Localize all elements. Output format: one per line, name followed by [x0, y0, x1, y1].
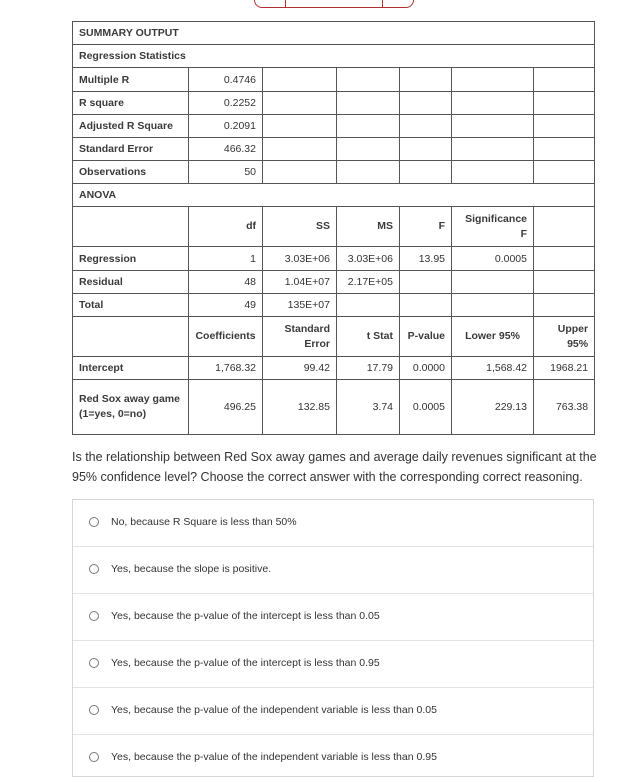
radio-button[interactable]: [89, 658, 99, 668]
header-ms: MS: [337, 207, 400, 247]
answer-option[interactable]: [73, 641, 593, 688]
coef-t-stat: 17.79: [337, 357, 400, 380]
option-label: Yes, because the slope is positive.: [111, 563, 272, 575]
stat-label: R square: [73, 92, 189, 115]
table-row: [73, 294, 595, 317]
summary-title-row: [73, 22, 595, 45]
table-row: [73, 380, 595, 435]
coef-t-stat: 3.74: [337, 380, 400, 435]
table-row: [73, 247, 595, 271]
coef-standard-error: 99.42: [263, 357, 337, 380]
table-row: [73, 271, 595, 294]
stat-value: 50: [189, 161, 263, 184]
header-standard-error: Standard Error: [263, 317, 337, 357]
regression-statistics-title: Regression Statistics: [73, 45, 595, 68]
anova-df: 48: [189, 271, 263, 294]
answer-option[interactable]: [73, 735, 593, 781]
table-row: [73, 161, 595, 184]
anova-significance-f: [452, 294, 534, 317]
anova-ss: 1.04E+07: [263, 271, 337, 294]
coef-value: 496.25: [189, 380, 263, 435]
tab-divider: [285, 0, 286, 7]
anova-ms: [337, 294, 400, 317]
tab-divider: [382, 0, 383, 7]
anova-df: 49: [189, 294, 263, 317]
table-row: [73, 138, 595, 161]
anova-significance-f: 0.0005: [452, 247, 534, 271]
radio-button[interactable]: [89, 517, 99, 527]
anova-f: [400, 294, 452, 317]
header-ss: SS: [263, 207, 337, 247]
coef-standard-error: 132.85: [263, 380, 337, 435]
anova-label: Regression: [73, 247, 189, 271]
header-coefficients: Coefficients: [189, 317, 263, 357]
coef-label: Intercept: [73, 357, 189, 380]
regression-summary-table: [72, 21, 594, 434]
table-row: [73, 357, 595, 380]
coef-value: 1,768.32: [189, 357, 263, 380]
coef-label: Red Sox away game (1=yes, 0=no): [73, 380, 189, 435]
header-upper-95: Upper 95%: [534, 317, 595, 357]
coef-upper-95: 763.38: [534, 380, 595, 435]
anova-ss: 3.03E+06: [263, 247, 337, 271]
option-label: Yes, because the p-value of the intercept is less than 0.05: [111, 610, 380, 622]
anova-significance-f: [452, 271, 534, 294]
header-p-value: P-value: [400, 317, 452, 357]
stat-label: Adjusted R Square: [73, 115, 189, 138]
stat-value: 0.2091: [189, 115, 263, 138]
option-label: No, because R Square is less than 50%: [111, 516, 297, 528]
coefficient-header-row: [73, 317, 595, 357]
top-tab-control[interactable]: [254, 0, 414, 8]
anova-title-row: [73, 184, 595, 207]
anova-label: Total: [73, 294, 189, 317]
anova-label: Residual: [73, 271, 189, 294]
coef-p-value: 0.0005: [400, 380, 452, 435]
regression-statistics-row: [73, 45, 595, 68]
header-significance-f: Significance F: [452, 207, 534, 247]
answer-option[interactable]: [73, 594, 593, 641]
radio-button[interactable]: [89, 564, 99, 574]
answer-option[interactable]: [73, 547, 593, 594]
answer-option[interactable]: [73, 500, 593, 547]
table-row: [73, 68, 595, 92]
anova-ms: 2.17E+05: [337, 271, 400, 294]
stat-label: Multiple R: [73, 68, 189, 92]
stat-value: 0.2252: [189, 92, 263, 115]
coef-lower-95: 1,568.42: [452, 357, 534, 380]
header-t-stat: t Stat: [337, 317, 400, 357]
stat-label: Observations: [73, 161, 189, 184]
coef-p-value: 0.0000: [400, 357, 452, 380]
anova-header-row: [73, 207, 595, 247]
coef-upper-95: 1968.21: [534, 357, 595, 380]
option-label: Yes, because the p-value of the independent variable is less than 0.95: [111, 751, 437, 763]
radio-button[interactable]: [89, 752, 99, 762]
anova-ss: 135E+07: [263, 294, 337, 317]
radio-button[interactable]: [89, 611, 99, 621]
table-row: [73, 115, 595, 138]
header-df: df: [189, 207, 263, 247]
header-f: F: [400, 207, 452, 247]
stat-value: 466.32: [189, 138, 263, 161]
coef-lower-95: 229.13: [452, 380, 534, 435]
question-text: Is the relationship between Red Sox away games and average daily revenues significant at the 95% confidence level? Choose the correct answer with the corresponding correct reasoning.: [72, 450, 597, 484]
radio-button[interactable]: [89, 705, 99, 715]
table-row: [73, 92, 595, 115]
anova-ms: 3.03E+06: [337, 247, 400, 271]
anova-f: 13.95: [400, 247, 452, 271]
option-label: Yes, because the p-value of the independent variable is less than 0.05: [111, 704, 437, 716]
answer-option[interactable]: [73, 688, 593, 735]
answer-options: [72, 499, 594, 777]
header-lower-95: Lower 95%: [452, 317, 534, 357]
option-label: Yes, because the p-value of the intercept is less than 0.95: [111, 657, 380, 669]
anova-title: ANOVA: [73, 184, 595, 207]
stat-value: 0.4746: [189, 68, 263, 92]
anova-f: [400, 271, 452, 294]
anova-df: 1: [189, 247, 263, 271]
summary-output-title: SUMMARY OUTPUT: [73, 22, 595, 45]
stat-label: Standard Error: [73, 138, 189, 161]
